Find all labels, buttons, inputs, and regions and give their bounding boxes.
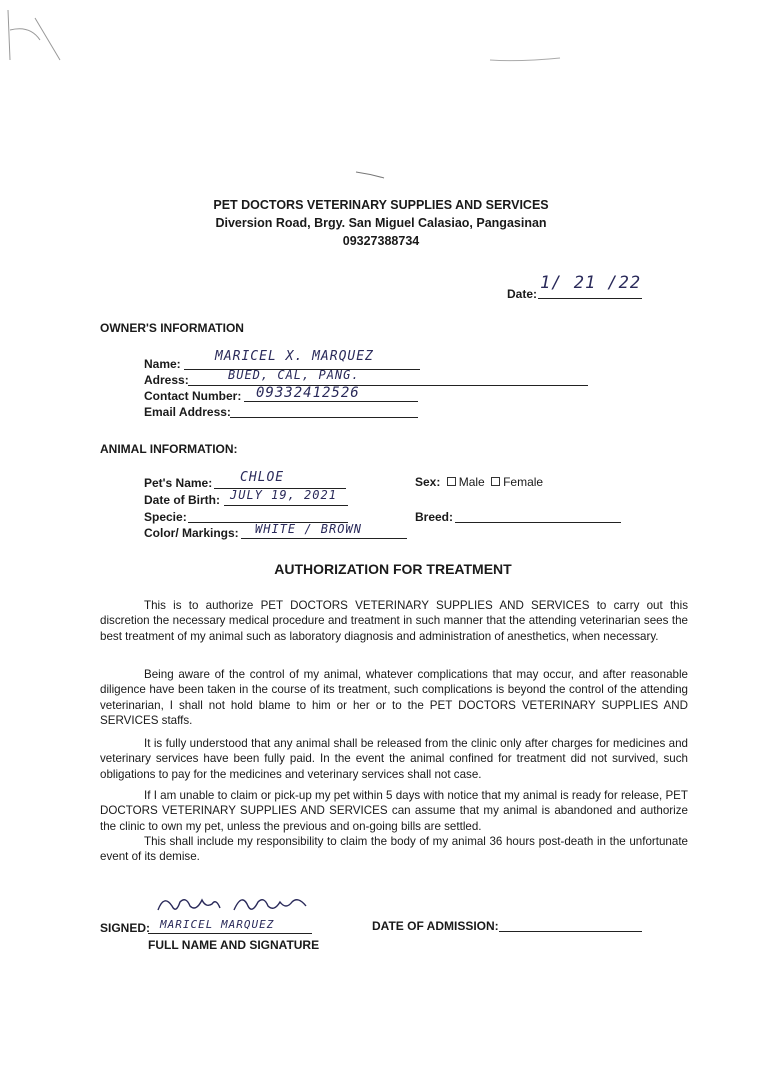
color-line — [241, 538, 407, 539]
auth-paragraph: Being aware of the control of my animal, whatever complications that may occur, and after reasonable diligence have been taken in the course of its treatment, such complications is beyond the control of the attending veterinarian, I shall not hold blame to him or her or to the PET DOCTORS VETERINARY SUPPLIES AND SERVICES staffs. — [100, 668, 688, 727]
business-phone: 09327388734 — [342, 234, 420, 248]
sex-male-label: Male — [458, 475, 485, 489]
handwritten-signature — [150, 888, 320, 922]
auth-paragraph: This is to authorize PET DOCTORS VETERINARY SUPPLIES AND SERVICES to carry out this discretion the necessary medical procedure and treatment in such manner that the attending veterinarian sees the best treatment of my animal such as laboratory diagnosis and administration of anesthetics, when necessary. — [100, 599, 688, 643]
owner-section-title: OWNER'S INFORMATION — [100, 321, 244, 335]
color-label: Color/ Markings: — [144, 526, 239, 540]
owner-name-value: MARICEL X. MARQUEZ — [215, 349, 374, 364]
business-name: PET DOCTORS VETERINARY SUPPLIES AND SERVICES — [213, 198, 549, 212]
owner-email-label: Email Address: — [144, 405, 231, 419]
dob-value: JULY 19, 2021 — [230, 488, 337, 502]
owner-email-line — [230, 417, 418, 418]
owner-address-line — [188, 385, 588, 386]
admission-line — [499, 931, 642, 932]
owner-contact-value: 09332412526 — [256, 385, 360, 401]
date-line — [538, 298, 642, 299]
signer-name-value: MARICEL MARQUEZ — [160, 918, 275, 931]
scan-artifact-marks — [0, 0, 762, 200]
auth-paragraph: This shall include my responsibility to claim the body of my animal 36 hours post-death in the unfortunate event of its demise. — [100, 835, 688, 864]
sex-field — [415, 475, 543, 489]
breed-label: Breed: — [415, 510, 454, 524]
owner-address-value: BUED, CAL, PANG. — [228, 368, 360, 382]
date-label: Date: — [507, 287, 538, 301]
animal-section-title: ANIMAL INFORMATION: — [100, 442, 238, 456]
business-address: Diversion Road, Brgy. San Miguel Calasiao, Pangasinan — [215, 216, 547, 230]
owner-name-label: Name: — [144, 357, 181, 371]
pet-name-value: CHLOE — [240, 470, 285, 485]
pet-name-label: Pet's Name: — [144, 476, 213, 490]
date-value: 1/ 21 /22 — [540, 273, 642, 293]
owner-contact-line — [244, 401, 418, 402]
owner-address-label: Adress: — [144, 373, 189, 387]
specie-label: Specie: — [144, 510, 187, 524]
signed-label: SIGNED: — [100, 921, 151, 935]
signature-caption: FULL NAME AND SIGNATURE — [148, 938, 320, 952]
sex-female-checkbox[interactable] — [491, 477, 500, 486]
dob-line — [224, 505, 348, 506]
authorization-title: AUTHORIZATION FOR TREATMENT — [274, 561, 512, 577]
dob-label: Date of Birth: — [144, 493, 220, 507]
auth-paragraph: If I am unable to claim or pick-up my pet within 5 days with notice that my animal is ready for release, PET DOCTORS VETERINARY SUPPLIES AND SERVICES can assume that my animal is abandoned and authorize the clinic to own my pet, unless the previous and on-going bills are settled. — [100, 789, 688, 833]
color-value: WHITE / BROWN — [255, 522, 362, 536]
auth-paragraph: It is fully understood that any animal shall be released from the clinic only after charges for medicines and veterinary services have been fully paid. In the event the animal confined for treatment did not survived, such obligations to pay for the medicines and veterinary services shall not case. — [100, 737, 688, 781]
sex-label: Sex: — [415, 475, 441, 489]
breed-line — [455, 522, 621, 523]
sex-male-checkbox[interactable] — [447, 477, 456, 486]
signature-line — [148, 933, 312, 934]
sex-female-label: Female — [503, 475, 544, 489]
owner-contact-label: Contact Number: — [144, 389, 242, 403]
admission-label: DATE OF ADMISSION: — [372, 919, 499, 933]
